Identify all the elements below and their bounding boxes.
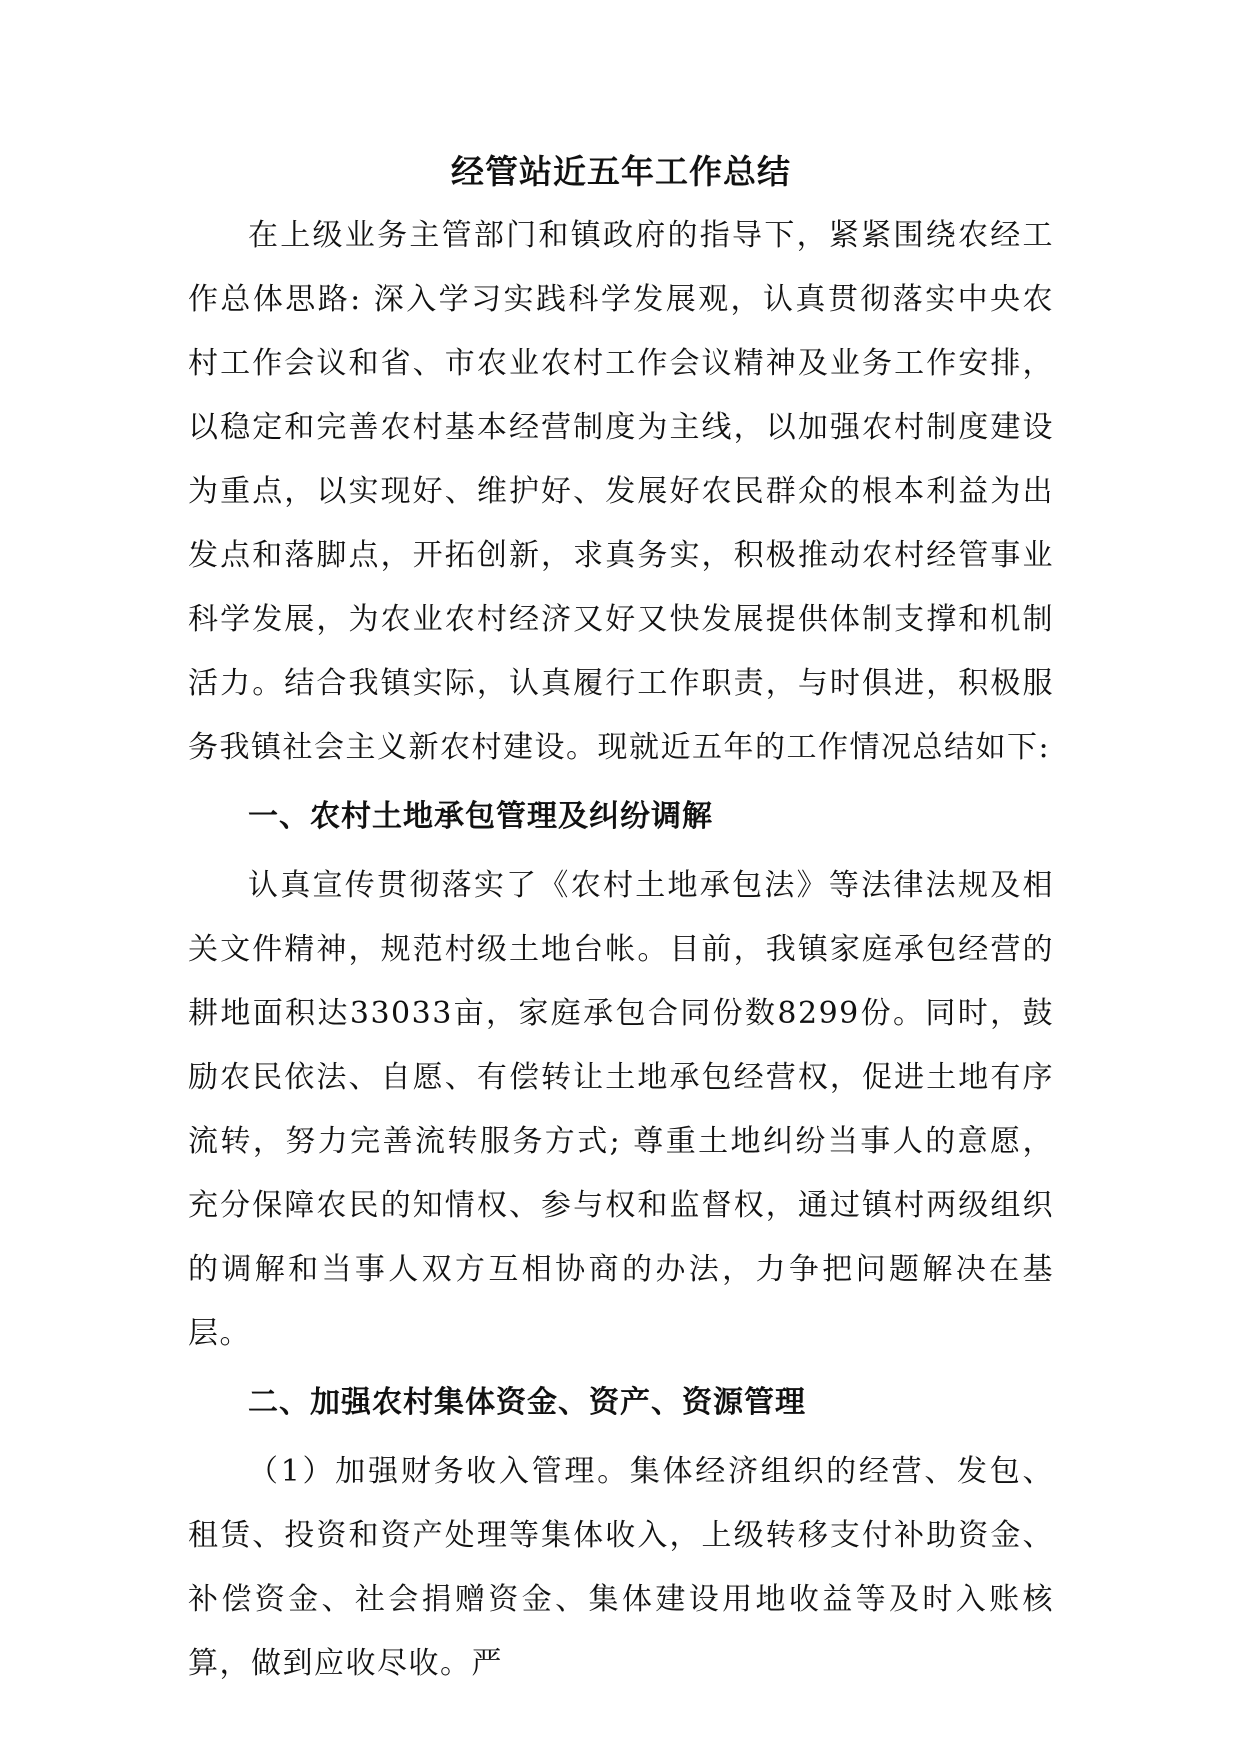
section-2-paragraph: （1）加强财务收入管理。集体经济组织的经营、发包、租赁、投资和资产处理等集体收入，上级转移支付补助资金、补偿资金、社会捐赠资金、集体建设用地收益等及时入账核算，做到应收尽收。严 [188, 1454, 1054, 1681]
section-2-heading: 二、加强农村集体资金、资产、资源管理 [248, 1385, 806, 1420]
document-body [188, 150, 1054, 1696]
document-title: 经管站近五年工作总结 [451, 152, 791, 191]
section-1-paragraph: 认真宣传贯彻落实了《农村土地承包法》等法律法规及相关文件精神，规范村级土地台帐。目前，我镇家庭承包经营的耕地面积达33033亩，家庭承包合同份数8299份。同时，鼓励农民依法、自愿、有偿转让土地承包经营权，促进土地有序流转，努力完善流转服务方式; 尊重土地纠纷当事人的意愿，充分保障农民的知情权、参与权和监督权，通过镇村两级组织的调解和当事人双方互相协商的办法，力争把问题解决在基层。 [188, 868, 1054, 1351]
intro-paragraph: 在上级业务主管部门和镇政府的指导下，紧紧围绕农经工作总体思路: 深入学习实践科学发展观，认真贯彻落实中央农村工作会议和省、市农业农村工作会议精神及业务工作安排，以稳定和完善农村基本经营制度为主线，以加强农村制度建设为重点，以实现好、维护好、发展好农民群众的根本利益为出发点和落脚点，开拓创新，求真务实，积极推动农村经管事业科学发展，为农业农村经济又好又快发展提供体制支撑和机制活力。结合我镇实际，认真履行工作职责，与时俱进，积极服务我镇社会主义新农村建设。现就近五年的工作情况总结如下: [188, 218, 1054, 765]
section-1-heading: 一、农村土地承包管理及纠纷调解 [248, 799, 713, 834]
